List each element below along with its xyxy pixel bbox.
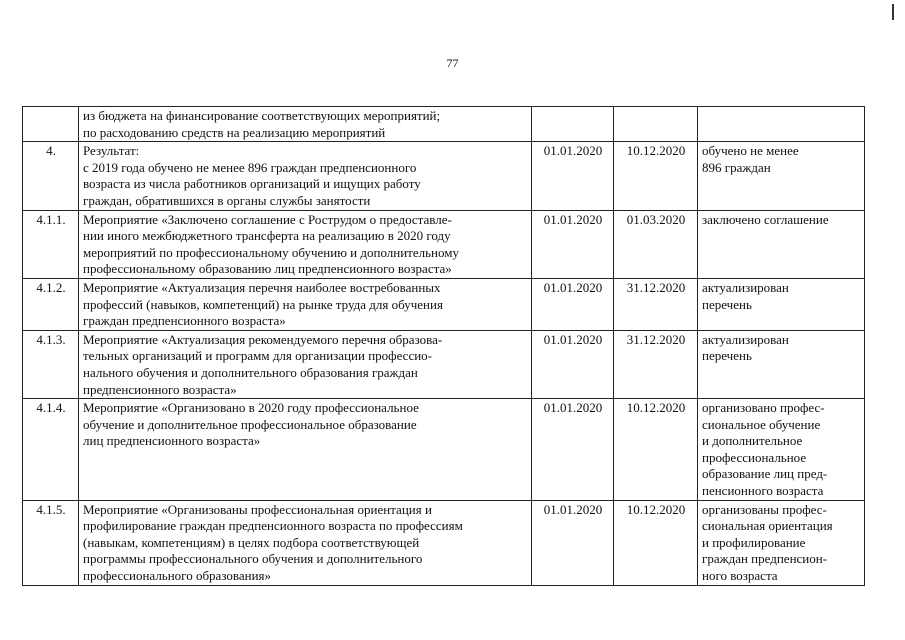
table-row [23, 210, 865, 278]
row-number: 4.1.3. [23, 330, 79, 398]
row-start-date: 01.01.2020 [532, 210, 614, 278]
row-result: организованы профес- сиональная ориентация и профилирование граждан предпенсион- ного возраста [698, 500, 865, 585]
row-number: 4. [23, 142, 79, 210]
row-end-date: 01.03.2020 [614, 210, 698, 278]
row-description: Мероприятие «Заключено соглашение с Рострудом о предоставле- нии иного межбюджетного трансферта на реализацию в 2020 году мероприятий по профессиональному обучению и дополнительному профессиональному образованию лиц предпенсионного возраста» [79, 210, 532, 278]
row-start-date: 01.01.2020 [532, 330, 614, 398]
table-row [23, 142, 865, 210]
row-end-date [614, 107, 698, 142]
row-number: 4.1.5. [23, 500, 79, 585]
table-row [23, 107, 865, 142]
row-end-date: 10.12.2020 [614, 399, 698, 501]
row-description: Мероприятие «Организовано в 2020 году профессиональное обучение и дополнительное профессиональное образование лиц предпенсионного возраста» [79, 399, 532, 501]
row-number: 4.1.4. [23, 399, 79, 501]
table-row [23, 399, 865, 501]
row-number: 4.1.1. [23, 210, 79, 278]
row-number: 4.1.2. [23, 278, 79, 330]
table-row [23, 330, 865, 398]
row-end-date: 31.12.2020 [614, 278, 698, 330]
row-end-date: 10.12.2020 [614, 500, 698, 585]
row-description: Мероприятие «Актуализация перечня наиболее востребованных профессий (навыков, компетенций) на рынке труда для обучения граждан предпенсионного возраста» [79, 278, 532, 330]
row-start-date: 01.01.2020 [532, 399, 614, 501]
row-number [23, 107, 79, 142]
row-result [698, 107, 865, 142]
table-row [23, 500, 865, 585]
row-start-date [532, 107, 614, 142]
row-result: заключено соглашение [698, 210, 865, 278]
row-result: актуализирован перечень [698, 330, 865, 398]
row-result: актуализирован перечень [698, 278, 865, 330]
row-result: организовано профес- сиональное обучение и дополнительное профессиональное образование лиц пред- пенсионного возраста [698, 399, 865, 501]
row-description: Мероприятие «Организованы профессиональная ориентация и профилирование граждан предпенсионного возраста по профессиям (навыкам, компетенциям) в целях подбора соответствующей программы профессионального обучения и дополнительного профессионального образования» [79, 500, 532, 585]
row-description: Мероприятие «Актуализация рекомендуемого перечня образова- тельных организаций и программ для организации профессио- нального обучения и дополнительного образования граждан предпенсионного возраста» [79, 330, 532, 398]
table-row [23, 278, 865, 330]
row-end-date: 10.12.2020 [614, 142, 698, 210]
row-description: Результат: с 2019 года обучено не менее 896 граждан предпенсионного возраста из числа работников организаций и ищущих работу граждан, обратившихся в органы службы занятости [79, 142, 532, 210]
row-result: обучено не менее 896 граждан [698, 142, 865, 210]
row-description: из бюджета на финансирование соответствующих мероприятий; по расходованию средств на реализацию мероприятий [79, 107, 532, 142]
scan-edge-mark [892, 4, 894, 20]
row-start-date: 01.01.2020 [532, 142, 614, 210]
action-plan-table [22, 106, 865, 586]
row-start-date: 01.01.2020 [532, 500, 614, 585]
page-number: 77 [446, 56, 459, 70]
row-start-date: 01.01.2020 [532, 278, 614, 330]
row-end-date: 31.12.2020 [614, 330, 698, 398]
